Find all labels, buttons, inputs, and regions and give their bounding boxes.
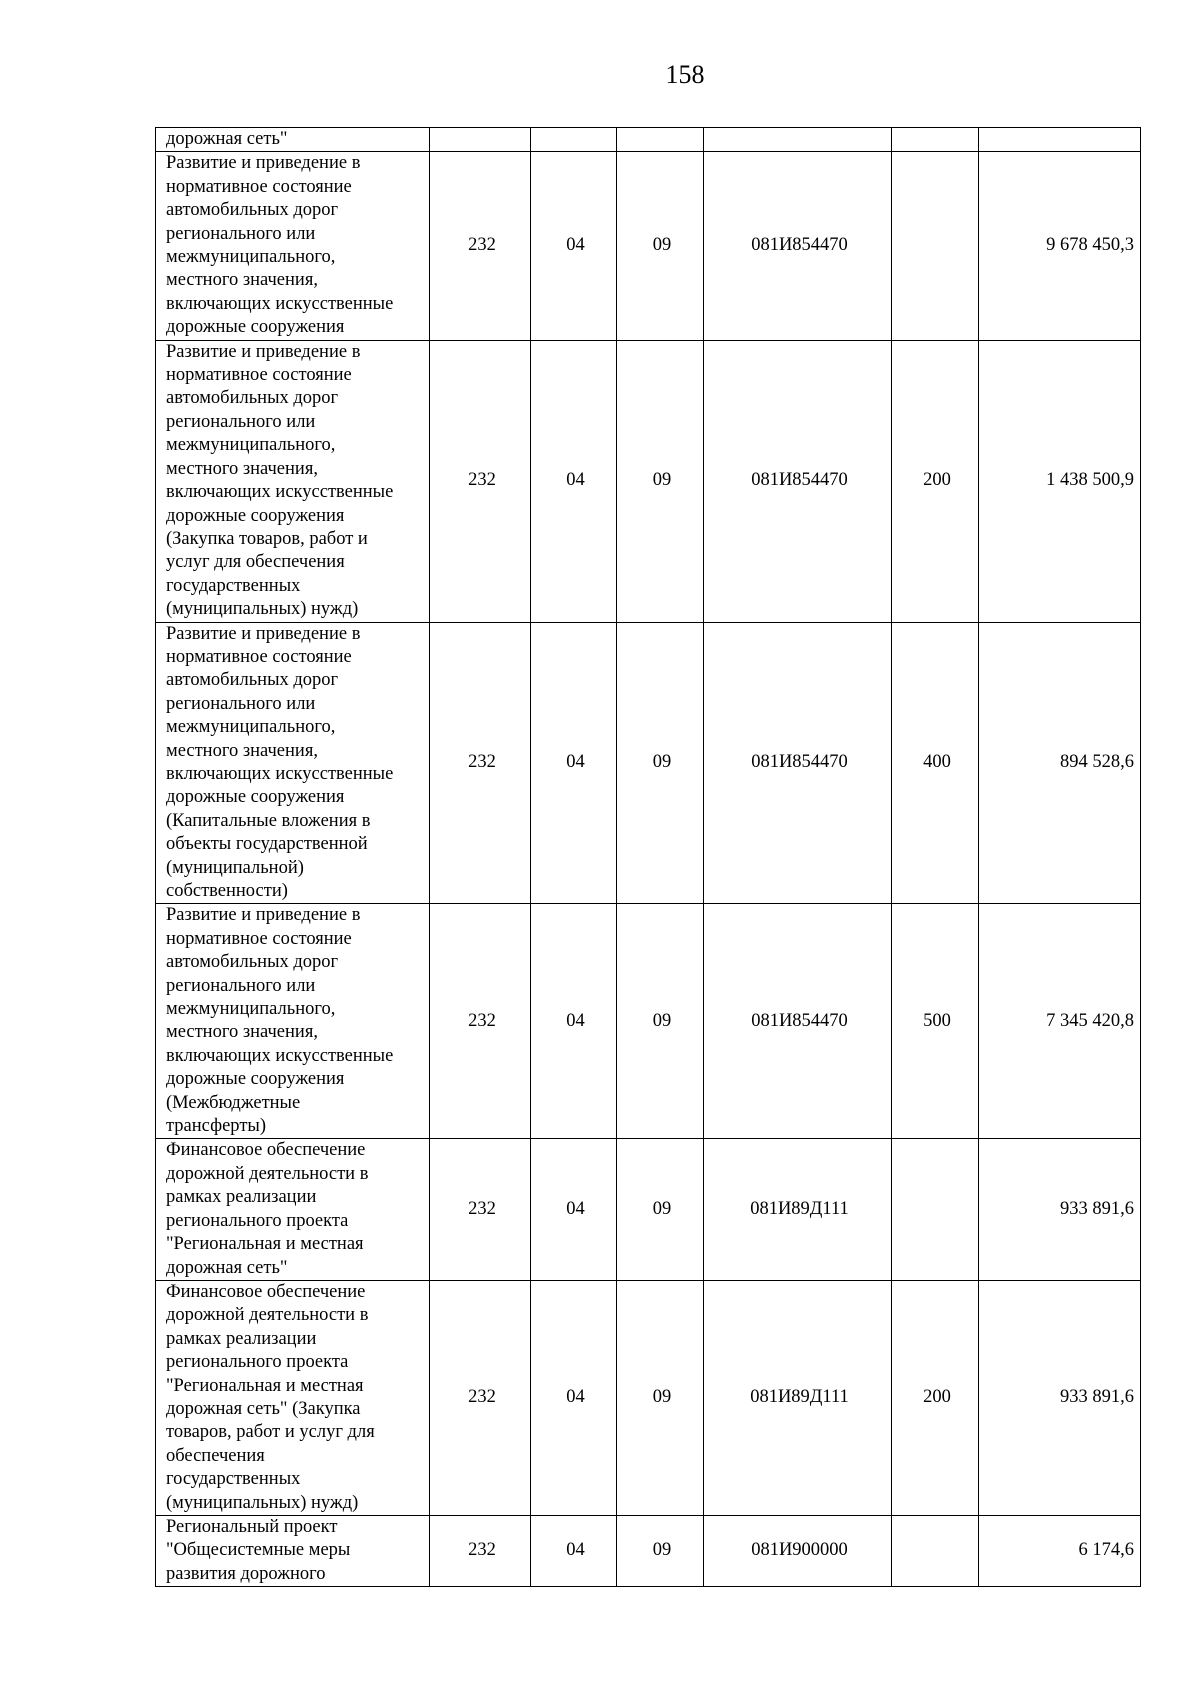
ved-cell: 232 <box>430 152 531 340</box>
pr-cell: 09 <box>617 622 704 904</box>
table-row <box>156 152 1141 340</box>
vr-cell: 400 <box>892 622 979 904</box>
row-name-cell <box>156 1139 430 1280</box>
csr-cell: 081И89Д111 <box>704 1280 892 1515</box>
rz-cell: 04 <box>531 622 617 904</box>
row-name: Региональный проект "Общесистемные меры развития дорожного <box>166 1516 351 1584</box>
sum-cell: 1 438 500,9 <box>979 340 1141 622</box>
ved-cell: 232 <box>430 340 531 622</box>
budget-table-body <box>156 128 1141 1587</box>
page-number: 158 <box>665 60 705 89</box>
sum-cell <box>979 128 1141 152</box>
sum-cell: 894 528,6 <box>979 622 1141 904</box>
pr-cell: 09 <box>617 904 704 1139</box>
rz-cell: 04 <box>531 152 617 340</box>
vr-cell <box>892 128 979 152</box>
ved-cell <box>430 128 531 152</box>
csr-cell: 081И854470 <box>704 904 892 1139</box>
sum-cell: 933 891,6 <box>979 1280 1141 1515</box>
row-name-cell <box>156 1515 430 1586</box>
csr-cell: 081И854470 <box>704 622 892 904</box>
csr-cell <box>704 128 892 152</box>
row-name: Развитие и приведение в нормативное состояние автомобильных дорог регионального или межмуниципального, местного значения, включающих искусственные дорожные сооружения (Капитальные вложения в объекты государственной (муниципальной) собственности) <box>166 623 394 901</box>
pr-cell: 09 <box>617 1139 704 1280</box>
rz-cell: 04 <box>531 1280 617 1515</box>
ved-cell: 232 <box>430 1280 531 1515</box>
vr-cell <box>892 1515 979 1586</box>
row-name: Развитие и приведение в нормативное состояние автомобильных дорог регионального или межмуниципального, местного значения, включающих искусственные дорожные сооружения <box>166 153 394 338</box>
budget-table <box>155 127 1141 1587</box>
row-name-cell <box>156 128 430 152</box>
ved-cell: 232 <box>430 904 531 1139</box>
rz-cell: 04 <box>531 1515 617 1586</box>
rz-cell: 04 <box>531 1139 617 1280</box>
sum-cell: 933 891,6 <box>979 1139 1141 1280</box>
row-name-cell <box>156 904 430 1139</box>
vr-cell <box>892 152 979 340</box>
rz-cell <box>531 128 617 152</box>
row-name-cell <box>156 622 430 904</box>
vr-cell: 500 <box>892 904 979 1139</box>
row-name: дорожная сеть" <box>166 129 288 149</box>
pr-cell: 09 <box>617 1280 704 1515</box>
csr-cell: 081И89Д111 <box>704 1139 892 1280</box>
sum-cell: 6 174,6 <box>979 1515 1141 1586</box>
ved-cell: 232 <box>430 622 531 904</box>
rz-cell: 04 <box>531 340 617 622</box>
table-row <box>156 128 1141 152</box>
table-row <box>156 1139 1141 1280</box>
ved-cell: 232 <box>430 1515 531 1586</box>
rz-cell: 04 <box>531 904 617 1139</box>
row-name-cell <box>156 340 430 622</box>
row-name-cell <box>156 1280 430 1515</box>
table-row <box>156 904 1141 1139</box>
row-name: Развитие и приведение в нормативное состояние автомобильных дорог регионального или межмуниципального, местного значения, включающих искусственные дорожные сооружения (Межбюджетные трансферты) <box>166 905 394 1137</box>
row-name: Финансовое обеспечение дорожной деятельности в рамках реализации регионального проекта "Региональная и местная дорожная сеть" (Закупка товаров, работ и услуг для обеспечения государственных (муниципальных) нужд) <box>166 1281 375 1513</box>
vr-cell <box>892 1139 979 1280</box>
pr-cell <box>617 128 704 152</box>
pr-cell: 09 <box>617 1515 704 1586</box>
sum-cell: 7 345 420,8 <box>979 904 1141 1139</box>
row-name: Финансовое обеспечение дорожной деятельности в рамках реализации регионального проекта "Региональная и местная дорожная сеть" <box>166 1140 369 1278</box>
vr-cell: 200 <box>892 340 979 622</box>
csr-cell: 081И854470 <box>704 340 892 622</box>
ved-cell: 232 <box>430 1139 531 1280</box>
pr-cell: 09 <box>617 152 704 340</box>
csr-cell: 081И854470 <box>704 152 892 340</box>
table-row <box>156 1280 1141 1515</box>
pr-cell: 09 <box>617 340 704 622</box>
table-row <box>156 1515 1141 1586</box>
vr-cell: 200 <box>892 1280 979 1515</box>
table-row <box>156 340 1141 622</box>
table-row <box>156 622 1141 904</box>
sum-cell: 9 678 450,3 <box>979 152 1141 340</box>
csr-cell: 081И900000 <box>704 1515 892 1586</box>
row-name-cell <box>156 152 430 340</box>
row-name: Развитие и приведение в нормативное состояние автомобильных дорог регионального или межмуниципального, местного значения, включающих искусственные дорожные сооружения (Закупка товаров, работ и услуг для обеспечения государственных (муниципальных) нужд) <box>166 341 394 620</box>
